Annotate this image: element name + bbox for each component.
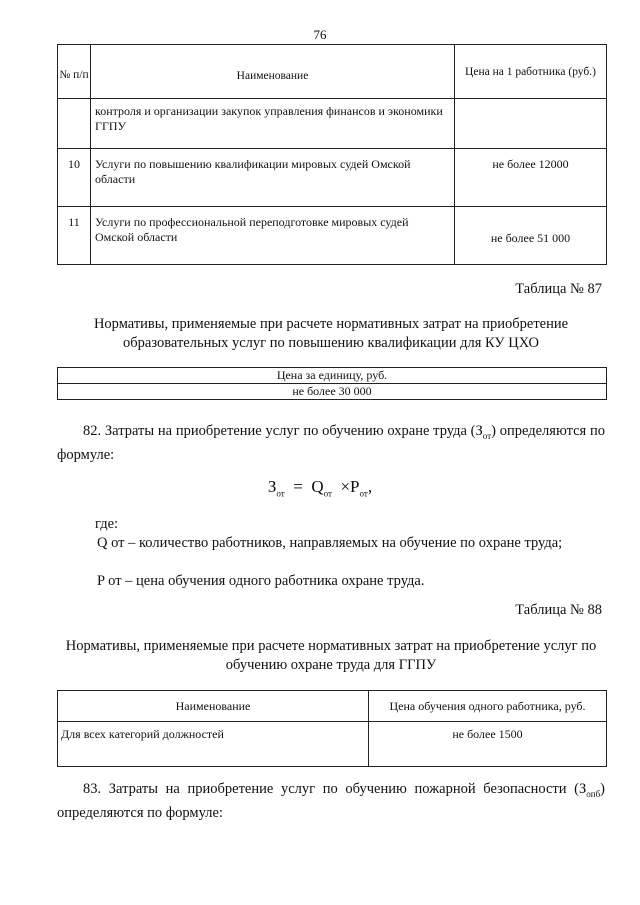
row-name: Услуги по повышению квалификации мировых судей Омской области — [91, 149, 455, 207]
formula-q-sub: от — [323, 488, 332, 499]
table-header-row — [58, 691, 607, 722]
paragraph-83 — [57, 780, 605, 823]
formula-p-sub: от — [359, 488, 368, 499]
para-82-sub: от — [482, 430, 492, 441]
para-82-tail: ) определяются по формуле: — [57, 423, 605, 463]
col-header-price: Цена обучения одного работника, руб. — [369, 691, 607, 722]
formula-lhs-sub: от — [276, 488, 285, 499]
table-row — [58, 207, 607, 265]
formula-p: P — [350, 477, 360, 496]
unit-price-table — [57, 367, 607, 400]
table-row — [58, 99, 607, 149]
services-price-table — [57, 44, 607, 265]
para-83-tail: ) определяются по формуле: — [57, 781, 605, 821]
formula-82 — [0, 477, 640, 498]
col-header-name: Наименование — [58, 691, 369, 722]
labor-safety-table — [57, 690, 607, 767]
paragraph-82 — [57, 422, 605, 465]
table-header-row — [58, 45, 607, 99]
unit-price-value: не более 30 000 — [58, 384, 607, 400]
row-price: не более 1500 — [369, 722, 607, 767]
para-83-text: 83. Затраты на приобретение услуг по обучению пожарной безопасности (З — [83, 781, 587, 797]
row-name: Для всех категорий должностей — [58, 722, 369, 767]
col-header-number: № п/п — [58, 45, 91, 99]
where-label: где: — [95, 516, 119, 532]
row-name: контроля и организации закупок управления финансов и экономики ГГПУ — [91, 99, 455, 149]
row-name: Услуги по профессиональной переподготовке мировых судей Омской области — [91, 207, 455, 265]
row-price — [455, 99, 607, 149]
table-87-caption: Таблица № 87 — [515, 281, 602, 297]
col-header-price: Цена на 1 работника (руб.) — [455, 45, 607, 99]
unit-price-header: Цена за единицу, руб. — [58, 368, 607, 384]
row-number: 10 — [58, 149, 91, 207]
formula-times: × — [340, 477, 351, 496]
formula-q: Q — [311, 477, 324, 496]
para-82-text: 82. Затраты на приобретение услуг по обучению охране труда (З — [83, 423, 483, 439]
formula-end: , — [367, 477, 373, 496]
col-header-name: Наименование — [91, 45, 455, 99]
definition-p: P от – цена обучения одного работника охране труда. — [97, 573, 425, 589]
page-number: 76 — [313, 27, 327, 42]
row-number — [58, 99, 91, 149]
table-row — [58, 722, 607, 767]
table-88-title: Нормативы, применяемые при расчете нормативных затрат на приобретение услуг по обучению охране труда для ГГПУ — [65, 638, 597, 673]
formula-equals: = — [293, 477, 303, 496]
row-number: 11 — [58, 207, 91, 265]
formula-lhs: З — [267, 477, 277, 496]
row-price: не более 51 000 — [455, 207, 607, 265]
table-88-caption: Таблица № 88 — [515, 602, 602, 618]
row-price: не более 12000 — [455, 149, 607, 207]
definition-q: Q от – количество работников, направляемых на обучение по охране труда; — [97, 535, 563, 551]
para-83-sub: опб — [586, 788, 601, 799]
table-87-title: Нормативы, применяемые при расчете нормативных затрат на приобретение образовательных услуг по повышению квалификации для КУ ЦХО — [93, 316, 569, 351]
table-row — [58, 149, 607, 207]
